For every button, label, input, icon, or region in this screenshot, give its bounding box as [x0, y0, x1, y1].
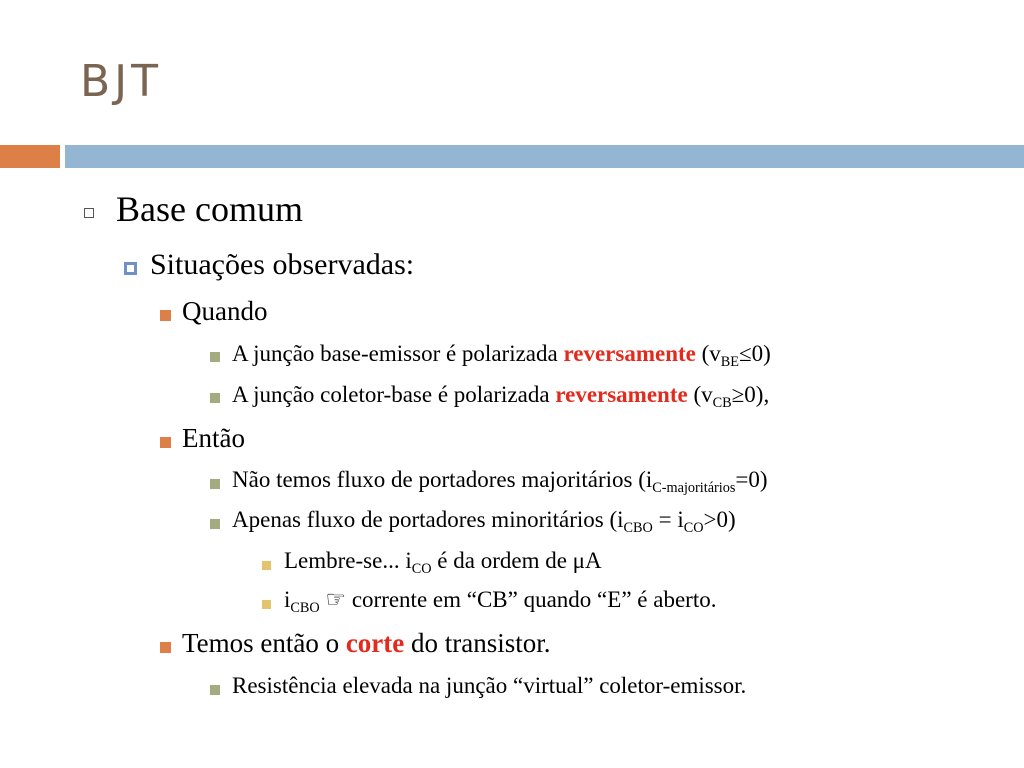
bullet-orange-square-icon [160, 642, 171, 653]
bullet-lembre-se: Lembre-se... $i_{CO}$ é da ordem de μA [284, 548, 602, 577]
bullet-green-square-icon [210, 393, 220, 403]
bullet-resistencia: Resistência elevada na junção “virtual” coletor-emissor. [232, 673, 747, 698]
bullet-base-comum: Base comum [116, 189, 303, 229]
emphasis-reversamente: reversamente [555, 382, 688, 407]
bullet-square-icon [124, 262, 137, 275]
bullet-majoritarios: Não temos fluxo de portadores majoritários $(i_{C-majoritários}=0)$ [232, 467, 768, 496]
bullet-green-square-icon [210, 519, 220, 529]
bullet-hollow-square-icon [84, 208, 94, 218]
bullet-temos-entao: Temos então o corte do transistor. [182, 628, 551, 658]
bullet-juncao-cb: A junção coletor-base é polarizada reversamente $(v_{CB}\ge 0)$, [232, 382, 770, 411]
bullet-yellow-square-icon [262, 600, 271, 609]
bullet-icbo: $i_{CBO}$ ☞ corrente em “CB” quando “E” é aberto. [284, 587, 717, 616]
bullet-green-square-icon [210, 352, 220, 362]
bullet-minoritarios: Apenas fluxo de portadores minoritários $(i_{CBO} = i_{CO}>0)$ [232, 507, 736, 536]
bullet-juncao-be: A junção base-emissor é polarizada reversamente $(v_{BE}\le 0)$ [232, 341, 771, 370]
bullet-entao: Então [182, 423, 245, 453]
bullet-green-square-icon [210, 685, 220, 695]
bullet-yellow-square-icon [262, 561, 271, 570]
bullet-green-square-icon [210, 479, 220, 489]
emphasis-reversamente: reversamente [563, 341, 696, 366]
bullet-orange-square-icon [160, 310, 171, 321]
emphasis-corte: corte [345, 628, 405, 658]
slide-title: BJT [80, 56, 163, 107]
bullet-situacoes: Situações observadas: [150, 248, 415, 281]
bullet-orange-square-icon [160, 437, 171, 448]
bullet-quando: Quando [182, 296, 268, 326]
